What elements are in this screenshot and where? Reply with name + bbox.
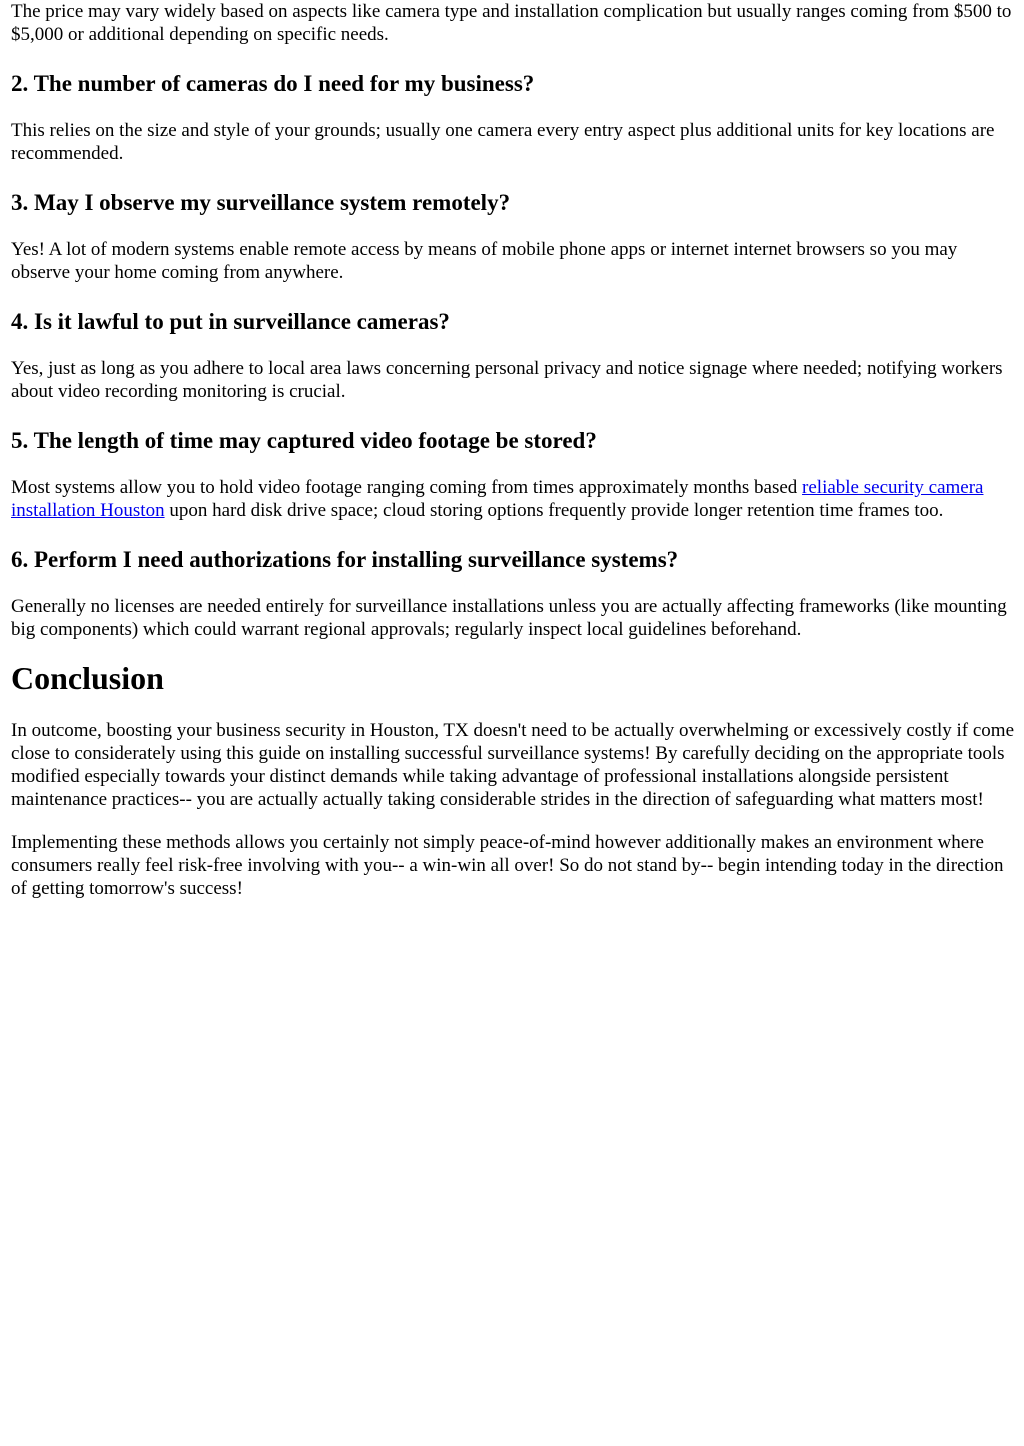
faq-question-5: 5. The length of time may captured video footage be stored? [11, 428, 597, 453]
faq-answer-4: Yes, just as long as you adhere to local area laws concerning personal privacy and notice signage where needed; notifying workers about video recording monitoring is crucial. [11, 358, 1003, 402]
faq-question-4: 4. Is it lawful to put in surveillance cameras? [11, 309, 450, 334]
conclusion-paragraph-1: In outcome, boosting your business security in Houston, TX doesn't need to be actually overwhelming or excessively costly if come close to considerately using this guide on installing successful surveillance systems! By carefully deciding on the appropriate tools modified especially towards your distinct demands while taking advantage of professional installations alongside persistent maintenance practices-- you are actually actually taking considerable strides in the direction of safeguarding what matters most! [11, 720, 1015, 810]
security-camera-installation-link[interactable]: reliable security camera installation Houston [11, 477, 984, 521]
faq-answer-5-text-after: upon hard disk drive space; cloud storing options frequently provide longer retention time frames too. [164, 500, 944, 521]
faq-answer-3: Yes! A lot of modern systems enable remote access by means of mobile phone apps or internet internet browsers so you may observe your home coming from anywhere. [11, 239, 958, 283]
faq-question-6: 6. Perform I need authorizations for installing surveillance systems? [11, 547, 679, 572]
intro-paragraph: The price may vary widely based on aspects like camera type and installation complication but usually ranges coming from $500 to $5,000 or additional depending on specific needs. [11, 1, 1012, 45]
conclusion-paragraph-2: Implementing these methods allows you certainly not simply peace-of-mind however additionally makes an environment where consumers really feel risk-free involving with you-- a win-win all over! So do not stand by-- begin intending today in the direction of getting tomorrow's success! [11, 832, 1004, 899]
faq-answer-2: This relies on the size and style of your grounds; usually one camera every entry aspect plus additional units for key locations are recommended. [11, 120, 995, 164]
conclusion-heading: Conclusion [11, 660, 164, 696]
faq-answer-5 [11, 476, 1014, 522]
faq-question-2: 2. The number of cameras do I need for my business? [11, 71, 535, 96]
faq-question-3: 3. May I observe my surveillance system remotely? [11, 190, 511, 215]
faq-answer-6: Generally no licenses are needed entirely for surveillance installations unless you are actually affecting frameworks (like mounting big components) which could warrant regional approvals; regularly inspect local guidelines beforehand. [11, 596, 1007, 640]
faq-answer-5-text-before: Most systems allow you to hold video footage ranging coming from times approximately months based [11, 477, 803, 498]
